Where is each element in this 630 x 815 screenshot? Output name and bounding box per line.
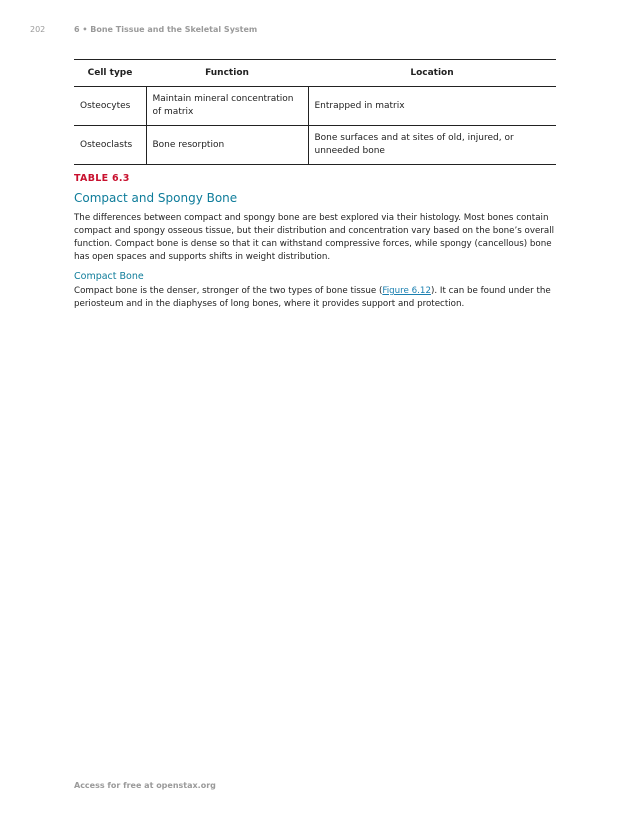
table-row xyxy=(74,126,556,165)
paragraph-text: ). It can be found under the periosteum and in the diaphyses of long bones, where it provides support and protection. xyxy=(74,286,551,309)
figure-link[interactable]: Figure 6.12 xyxy=(382,286,431,296)
chapter-title: 6 • Bone Tissue and the Skeletal System xyxy=(74,25,258,34)
table-caption: TABLE 6.3 xyxy=(74,173,130,184)
column-header-location: Location xyxy=(308,60,556,87)
table-cell-location: Entrapped in matrix xyxy=(308,87,556,126)
section-heading: Compact and Spongy Bone xyxy=(74,191,238,205)
subsection-paragraph xyxy=(74,285,556,311)
column-header-function: Function xyxy=(146,60,308,87)
page-number: 202 xyxy=(30,25,46,34)
table-cell-cell-type: Osteoclasts xyxy=(74,126,146,165)
subsection-heading: Compact Bone xyxy=(74,271,144,282)
table-cell-cell-type: Osteocytes xyxy=(74,87,146,126)
table-header-row xyxy=(74,60,556,87)
table-cell-location: Bone surfaces and at sites of old, injured, or unneeded bone xyxy=(308,126,556,165)
table-row xyxy=(74,87,556,126)
running-header xyxy=(30,25,257,34)
column-header-cell-type: Cell type xyxy=(74,60,146,87)
cell-type-table xyxy=(74,59,556,165)
paragraph-text: Compact bone is the denser, stronger of the two types of bone tissue ( xyxy=(74,286,383,296)
table-cell-function: Maintain mineral concentration of matrix xyxy=(146,87,308,126)
table-cell-function: Bone resorption xyxy=(146,126,308,165)
page-footer: Access for free at openstax.org xyxy=(74,781,216,790)
section-paragraph: The differences between compact and spongy bone are best explored via their histology. Most bones contain compact and spongy osseous tissue, but their distribution and concentration vary based on the bone’s overall function. Compact bone is dense so that it can withstand compressive forces, while spongy (cancellous) bone has open spaces and supports shifts in weight distribution. xyxy=(74,213,555,262)
